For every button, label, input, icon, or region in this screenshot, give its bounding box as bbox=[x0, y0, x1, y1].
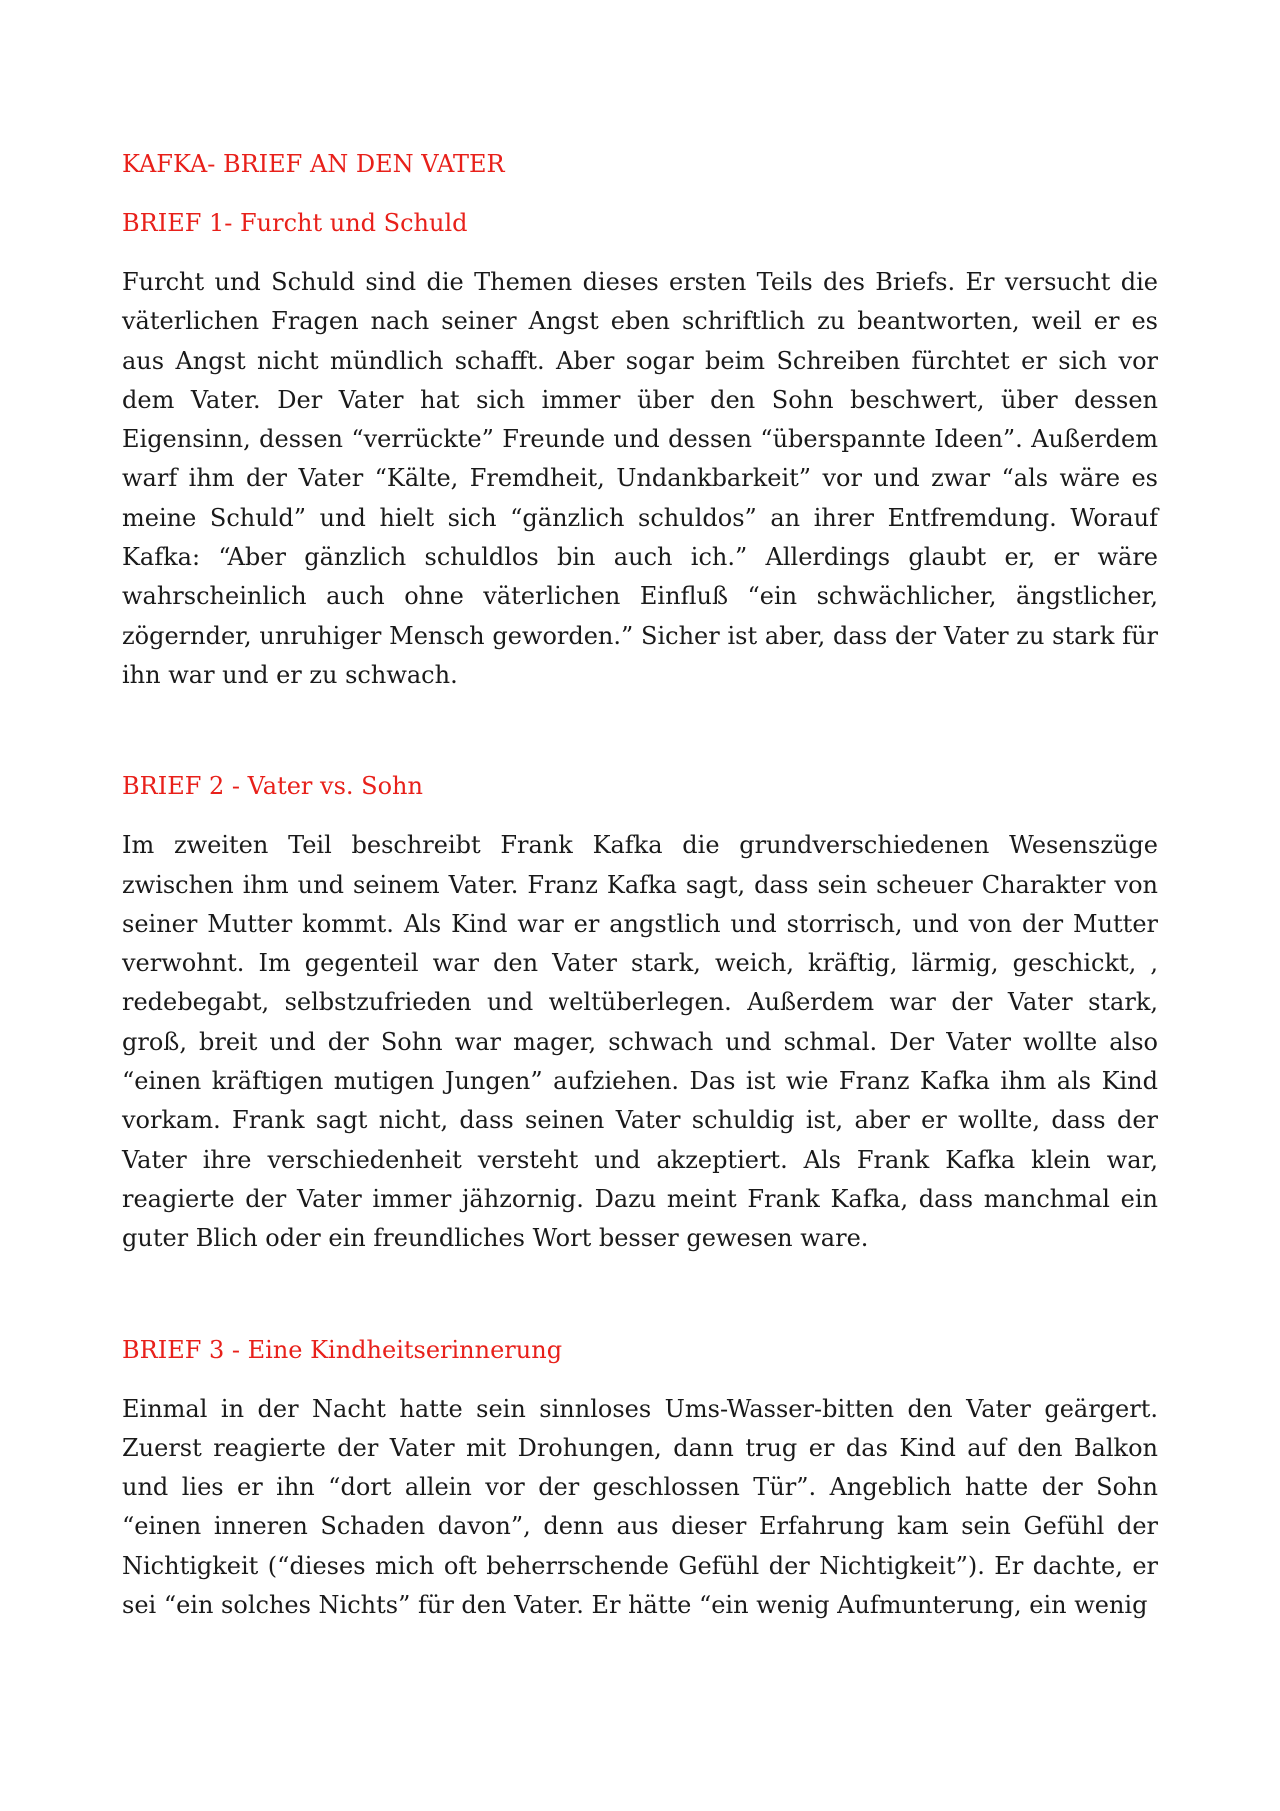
section-heading: BRIEF 1- Furcht und Schuld bbox=[122, 209, 468, 237]
document-page bbox=[122, 148, 1158, 1625]
section-heading: BRIEF 3 - Eine Kindheitserinnerung bbox=[122, 1335, 563, 1364]
section-paragraph: Einmal in der Nacht hatte sein sinnloses Ums-Wasser-bitten den Vater geärgert. Zuerst reagierte der Vater mit Drohungen, dann trug er das Kind auf den Balkon und lies er ihn “dort allein vor der geschlossen Tür”. Angeblich hatte der Sohn “einen inneren Schaden davon”, denn aus dieser Erfahrung kam sein Gefühl der Nichtigkeit (“dieses mich oft beherrschende Gefühl der Nichtigkeit”). Er dachte, er sei “ein solches Nichts” für den Vater. Er hätte “ein wenig Aufmunterung, ein wenig bbox=[122, 1394, 1158, 1620]
section-brief-2 bbox=[122, 770, 1158, 1258]
section-brief-3 bbox=[122, 1334, 1158, 1626]
section-brief-1 bbox=[122, 207, 1158, 695]
section-paragraph: Furcht und Schuld sind die Themen dieses ersten Teils des Briefs. Er versucht die väterlichen Fragen nach seiner Angst eben schriftlich zu beantworten, weil er es aus Angst nicht mündlich schafft. Aber sogar beim Schreiben fürchtet er sich vor dem Vater. Der Vater hat sich immer über den Sohn beschwert, über dessen Eigensinn, dessen “verrückte” Freunde und dessen “überspannte Ideen”. Außerdem warf ihm der Vater “Kälte, Fremdheit, Undankbarkeit” vor und zwar “als wäre es meine Schuld” und hielt sich “gänzlich schuldos” an ihrer Entfremdung. Worauf Kafka: “Aber gänzlich schuldlos bin auch ich.” Allerdings glaubt er, er wäre wahrscheinlich auch ohne väterlichen Einfluß “ein schwächlicher, ängstlicher, zögernder, unruhiger Mensch geworden.” Sicher ist aber, dass der Vater zu stark für ihn war und er zu schwach. bbox=[122, 268, 1158, 689]
section-heading: BRIEF 2 - Vater vs. Sohn bbox=[122, 772, 423, 801]
section-paragraph: Im zweiten Teil beschreibt Frank Kafka die grundverschiedenen Wesenszüge zwischen ihm und seinem Vater. Franz Kafka sagt, dass sein scheuer Charakter von seiner Mutter kommt. Als Kind war er angstlich und storrisch, und von der Mutter verwohnt. Im gegenteil war den Vater stark, weich, kräftig, lärmig, geschickt, , redebegabt, selbstzufrieden und weltüberlegen. Außerdem war der Vater stark, groß, breit und der Sohn war mager, schwach und schmal. Der Vater wollte also “einen kräftigen mutigen Jungen” aufziehen. Das ist wie Franz Kafka ihm als Kind vorkam. Frank sagt nicht, dass seinen Vater schuldig ist, aber er wollte, dass der Vater ihre verschiedenheit versteht und akzeptiert. Als Frank Kafka klein war, reagierte der Vater immer jähzornig. Dazu meint Frank Kafka, dass manchmal ein guter Blich oder ein freundliches Wort besser gewesen ware. bbox=[122, 831, 1158, 1253]
document-title: KAFKA- BRIEF AN DEN VATER bbox=[122, 150, 505, 178]
